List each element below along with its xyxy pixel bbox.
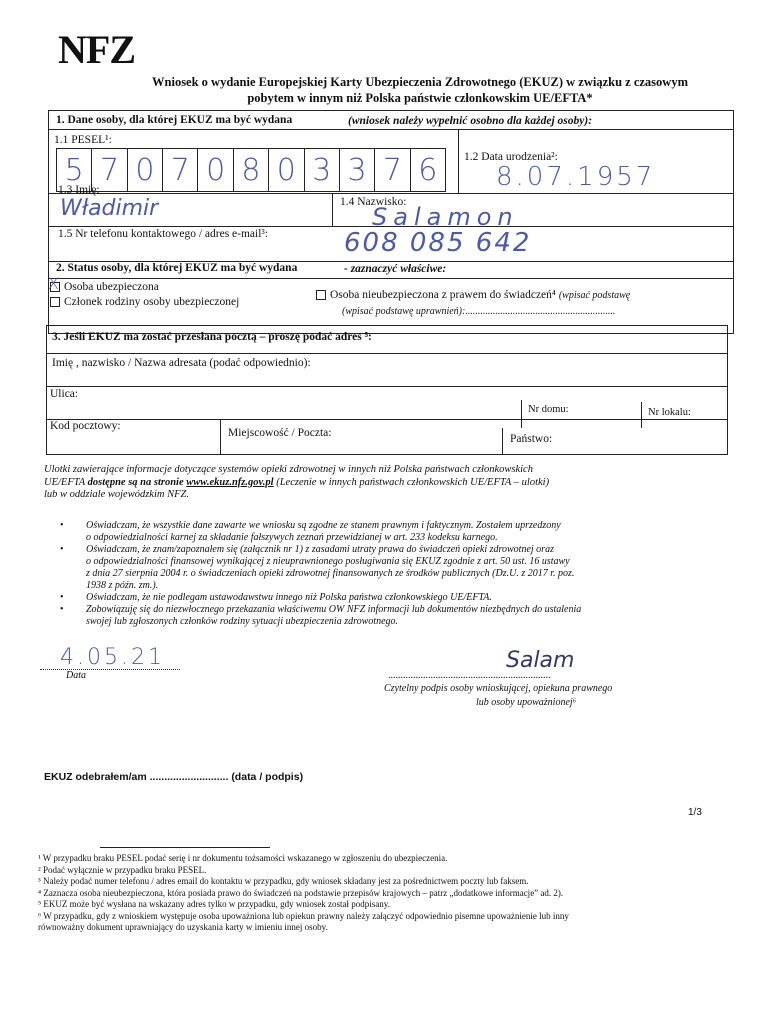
leaflet-line2 — [44, 477, 734, 490]
divider — [48, 193, 734, 194]
declaration-line: Oświadczam, że wszystkie dane zawarte we wniosku są zgodne ze stanem prawnym i faktycznym. Zostałem uprzedzony — [86, 520, 561, 531]
divider — [46, 353, 728, 354]
surname-label: 1.4 Nazwisko: — [340, 196, 407, 208]
divider — [332, 193, 333, 226]
bullet-icon: • — [60, 604, 64, 615]
date-label: Data — [66, 670, 86, 681]
footnote: ¹ W przypadku braku PESEL podać serię i nr dokumentu tożsamości wskazanego w zgłoszeniu do ubezpieczenia. — [38, 853, 448, 863]
leaflet-link[interactable]: www.ekuz.nfz.gov.pl — [186, 476, 274, 488]
uninsured-note — [342, 306, 615, 317]
signature-dots: ................................................................. — [388, 670, 551, 681]
first-name-label: 1.3 Imię: — [58, 184, 100, 196]
receipt-label: EKUZ odebrałem/am — [44, 771, 147, 783]
section2-heading-note: - zaznaczyć właściwe: — [344, 263, 447, 275]
page-number: 1/3 — [688, 807, 702, 818]
leaflet-line2-b: dostępne są na stronie — [87, 476, 184, 488]
divider — [502, 428, 503, 455]
divider — [458, 129, 459, 193]
declaration-line: 1938 z późn. zm.). — [86, 580, 159, 591]
footnote: ⁶ W przypadku, gdy z wnioskiem występuje osoba upoważniona lub opiekun prawny należy załączyć odpowiednio pisemne upoważnienie lub inny — [38, 910, 569, 921]
footnote: ² Podać wyłącznie w przypadku braku PESEL. — [38, 864, 207, 875]
divider — [46, 386, 728, 387]
signature-label-1: Czytelny podpis osoby wnioskującej, opiekuna prawnego — [384, 683, 613, 694]
pesel-label: 1.1 PESEL¹: — [54, 134, 112, 146]
receipt-line — [44, 771, 303, 783]
insured-check-mark: X — [48, 274, 59, 294]
divider — [48, 278, 734, 279]
leaflet-line2-a: UE/EFTA — [44, 476, 86, 488]
first-name-value[interactable]: Władimir — [60, 196, 159, 221]
birth-date-value[interactable]: 8.07.1957 — [496, 162, 656, 192]
status-family-option[interactable] — [50, 296, 239, 308]
pesel-digit: 0 — [198, 149, 233, 191]
bullet-icon: • — [60, 544, 64, 555]
pesel-digit: 0 — [128, 149, 163, 191]
postcode-label: Kod pocztowy: — [50, 420, 121, 432]
footnote: ³ Należy podać numer telefonu / adres email do kontaktu w przypadku, gdy wniosek składany jest za pośrednictwem poczty lub faksem. — [38, 876, 529, 886]
pesel-digit: 3 — [305, 149, 340, 191]
status-insured-option[interactable] — [48, 274, 159, 294]
birth-date-label: 1.2 Data urodzenia²: — [464, 151, 558, 163]
footnote: ⁵ EKUZ może być wysłana na wskazany adres tylko w przypadku, gdy wniosek został podpisany. — [38, 899, 390, 909]
street-label: Ulica: — [50, 388, 79, 400]
uninsured-label: Osoba nieubezpieczona z prawem do świadczeń⁴ — [330, 289, 556, 301]
phone-label: 1.5 Nr telefonu kontaktowego / adres e-mail³: — [58, 228, 269, 240]
pesel-digit: 6 — [411, 149, 446, 191]
section1-heading-note: (wniosek należy wypełnić osobno dla każdej osoby): — [348, 115, 593, 127]
pesel-digit: 3 — [340, 149, 375, 191]
footnote-separator — [100, 847, 270, 848]
receipt-suffix: (data / podpis) — [231, 771, 304, 783]
uninsured-dots[interactable]: ............................................................ — [465, 306, 616, 317]
divider — [220, 419, 221, 455]
section3-box — [46, 325, 728, 455]
insured-checkbox[interactable] — [48, 274, 60, 294]
pesel-digit: 7 — [375, 149, 410, 191]
divider — [46, 419, 728, 420]
divider — [641, 402, 642, 428]
leaflet-line3: lub w oddziale wojewódzkim NFZ. — [44, 489, 189, 500]
bullet-icon: • — [60, 520, 64, 531]
divider — [48, 129, 734, 130]
footnotes — [38, 853, 728, 934]
pesel-digit: 0 — [269, 149, 304, 191]
pesel-digit: 5 — [57, 149, 92, 191]
footnote: ⁴ Zaznacza osoba nieubezpieczona, która posiada prawo do świadczeń na podstawie przepisów krajowych – patrz „dodatkowe informacje” ad. 2). — [38, 887, 564, 898]
receipt-dots[interactable]: ........................... — [149, 771, 229, 783]
leaflet-info — [44, 464, 734, 502]
uninsured-note-part1: (wpisać podstawę — [558, 290, 631, 301]
phone-value[interactable]: 608 085 642 — [344, 228, 532, 258]
city-label: Miejscowość / Poczta: — [228, 427, 332, 439]
signature-label-2: lub osoby upoważnionej⁶ — [476, 697, 577, 708]
form-title-line1: Wniosek o wydanie Europejskiej Karty Ubezpieczenia Zdrowotnego (EKUZ) w związku z czasowym — [152, 75, 688, 89]
declaration-line: o odpowiedzialności finansowej wynikającej z nieuprawnionego posługiwania się EKUZ zgodnie z art. 50 ust. 16 ustawy — [86, 556, 570, 567]
section3-heading: 3. Jeśli EKUZ ma zostać przesłana pocztą – proszę podać adres ⁵: — [52, 331, 372, 343]
country-label: Państwo: — [510, 433, 553, 445]
footnote: równoważny dokument uprawniający do uzyskania karty w imieniu innej osoby. — [38, 922, 328, 932]
pesel-digit: 7 — [163, 149, 198, 191]
section1-heading: 1. Dane osoby, dla której EKUZ ma być wydana — [56, 114, 293, 126]
declaration-item — [60, 592, 730, 604]
status-uninsured-option[interactable] — [316, 289, 630, 301]
leaflet-line1: Ulotki zawierające informacje dotyczące systemów opieki zdrowotnej w innych niż Polska państwach członkowskich — [44, 464, 533, 475]
declaration-line: z dnia 27 sierpnia 2004 r. o świadczeniach opieki zdrowotnej finansowanych ze środków publicznych (Dz.U. z 2017 r. poz. — [86, 568, 575, 579]
uninsured-checkbox[interactable] — [316, 290, 326, 300]
signature-value[interactable]: Salam — [506, 648, 575, 673]
uninsured-note-text: (wpisać podstawę uprawnień): — [342, 306, 466, 317]
declaration-item — [60, 520, 730, 544]
pesel-digit: 7 — [92, 149, 127, 191]
flat-number-label: Nr lokalu: — [648, 407, 691, 418]
recipient-label: Imię , nazwisko / Nazwa adresata (podać odpowiednio): — [52, 357, 311, 369]
surname-value[interactable]: Salamon — [372, 203, 519, 231]
bullet-icon: • — [60, 592, 64, 603]
insured-label: Osoba ubezpieczona — [64, 281, 159, 293]
family-label: Członek rodziny osoby ubezpieczonej — [64, 296, 240, 308]
pesel-digit: 8 — [234, 149, 269, 191]
section2-heading: 2. Status osoby, dla której EKUZ ma być wydana — [56, 262, 298, 274]
declaration-line: Oświadczam, że nie podlegam ustawodawstwu innego niż Polska państwa członkowskiego UE/EFTA. — [86, 592, 492, 603]
declaration-line: Oświadczam, że znam/zapoznałem się (załącznik nr 1) z zasadami utraty prawa do świadczeń opieki zdrowotnej oraz — [86, 544, 554, 555]
divider — [521, 400, 522, 428]
pesel-field[interactable] — [56, 148, 446, 192]
nfz-logo: NFZ — [58, 27, 135, 72]
divider — [48, 226, 734, 227]
date-line — [40, 669, 180, 670]
declaration-item — [60, 544, 730, 592]
family-checkbox[interactable] — [50, 297, 60, 307]
house-number-label: Nr domu: — [528, 404, 569, 415]
date-value[interactable]: 4.05.21 — [60, 645, 165, 670]
declaration-line: Zobowiązuję się do niezwłocznego przekazania właściwemu OW NFZ informacji lub dokumentów niezbędnych do ustalenia — [86, 604, 582, 615]
declaration-line: swojej lub zgłoszonych członków rodziny sytuacji ubezpieczenia zdrowotnego. — [86, 616, 399, 627]
leaflet-line2-c: (Leczenie w innych państwach członkowskich UE/EFTA – ulotki) — [276, 476, 550, 488]
declaration-item — [60, 604, 730, 628]
declaration-line: o odpowiedzialności karnej za składanie fałszywych zeznań przewidzianej w art. 233 kodeksu karnego. — [86, 532, 498, 543]
form-title-line2: pobytem w innym niż Polska państwie członkowskim UE/EFTA* — [247, 91, 593, 105]
declarations-list — [60, 520, 730, 628]
